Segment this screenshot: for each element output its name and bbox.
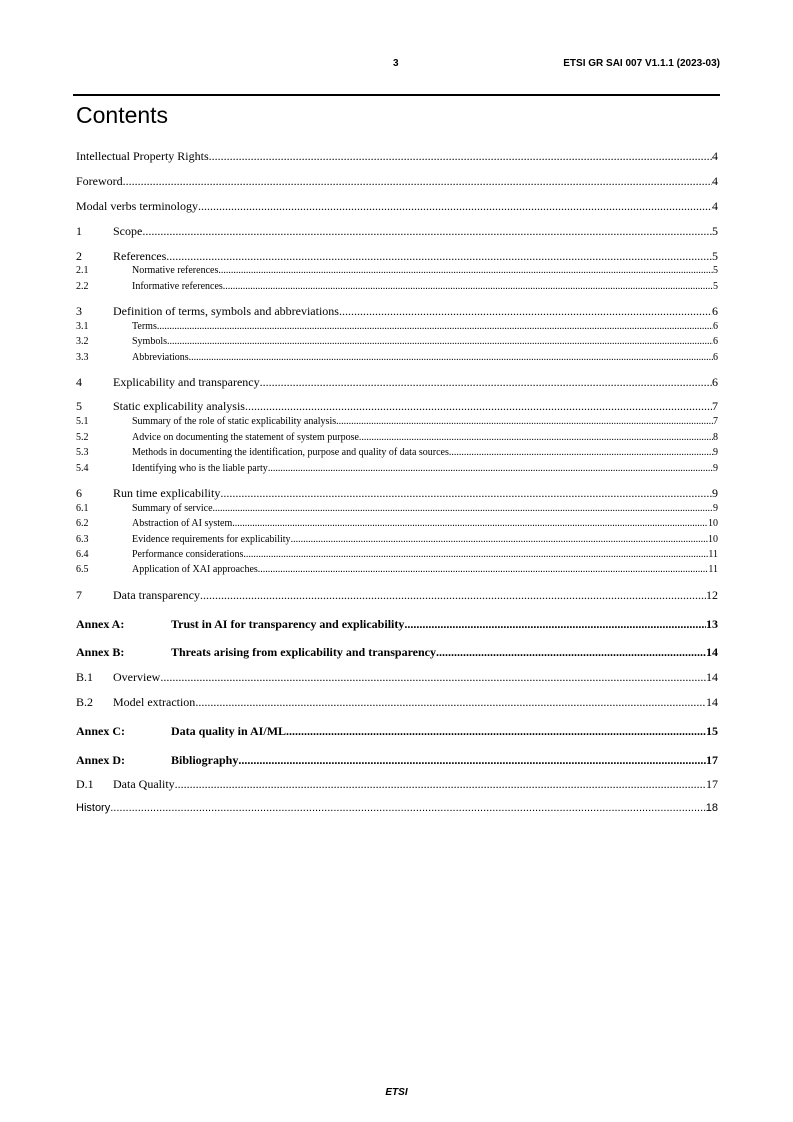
toc-entry-title: Data Quality xyxy=(113,777,175,791)
toc-entry[interactable] xyxy=(76,281,718,292)
toc-entry[interactable] xyxy=(76,564,718,575)
toc-entry-number: Annex C: xyxy=(76,724,126,738)
toc-entry-title: Explicability and transparency xyxy=(113,375,260,389)
toc-entry-page: 5 xyxy=(713,265,718,276)
toc-entry[interactable] xyxy=(76,399,718,414)
toc-entry-page: 7 xyxy=(713,416,718,427)
toc-entry-page: 6 xyxy=(712,375,718,389)
toc-entry[interactable] xyxy=(76,352,718,363)
toc-entry-number: Annex B: xyxy=(76,645,125,659)
toc-entry-title: Summary of the role of static explicability analysis xyxy=(132,416,337,427)
toc-entry-number: 3 xyxy=(76,304,82,318)
page-number: 3 xyxy=(393,58,399,69)
toc-entry-page: 6 xyxy=(713,336,718,347)
toc-entry-title: Static explicability analysis xyxy=(113,399,245,413)
toc-dot-leader xyxy=(336,416,713,427)
toc-entry[interactable] xyxy=(76,549,718,560)
toc-entry-title: Terms xyxy=(132,321,157,332)
toc-entry-page: 18 xyxy=(705,802,718,814)
toc-entry[interactable] xyxy=(76,375,718,390)
toc-entry-title: History xyxy=(76,802,111,814)
toc-dot-leader xyxy=(258,564,709,575)
toc-entry[interactable] xyxy=(76,432,718,443)
toc-entry-number: 4 xyxy=(76,375,82,389)
toc-entry-title: Definition of terms, symbols and abbreviations xyxy=(113,304,339,318)
toc-entry-page: 14 xyxy=(706,670,718,684)
toc-entry-page: 6 xyxy=(712,304,718,318)
toc-entry-page: 5 xyxy=(712,224,718,238)
toc-dot-leader xyxy=(167,336,713,347)
page-title: Contents xyxy=(76,102,169,128)
toc-entry-number: 5.4 xyxy=(76,463,89,474)
toc-entry-title: Identifying who is the liable party xyxy=(132,463,268,474)
toc-entry-number: 2.1 xyxy=(76,265,89,276)
toc-dot-leader xyxy=(209,149,712,164)
toc-entry-page: 9 xyxy=(712,486,718,500)
toc-entry-number: 6.4 xyxy=(76,549,89,560)
toc-entry-title: Modal verbs terminology xyxy=(76,199,198,213)
header-rule xyxy=(73,94,720,96)
toc-entry-title: Trust in AI for transparency and explicability xyxy=(171,617,405,631)
toc-entry-page: 9 xyxy=(713,503,718,514)
toc-entry-title: Advice on documenting the statement of system purpose xyxy=(132,432,359,443)
toc-entry[interactable] xyxy=(76,321,718,332)
toc-entry-page: 17 xyxy=(706,777,718,791)
toc-entry-title: Summary of service xyxy=(132,503,213,514)
toc-entry-title: Run time explicability xyxy=(113,486,221,500)
toc-entry-page: 11 xyxy=(708,564,718,575)
toc-entry[interactable] xyxy=(76,695,718,710)
toc-entry-title: Application of XAI approaches xyxy=(132,564,258,575)
toc-dot-leader xyxy=(200,588,706,603)
toc-entry[interactable] xyxy=(76,802,718,814)
toc-dot-leader xyxy=(110,802,706,814)
toc-entry-page: 14 xyxy=(706,645,718,659)
toc-entry-page: 9 xyxy=(713,447,718,458)
toc-dot-leader xyxy=(436,645,706,660)
page-footer: ETSI xyxy=(385,1087,408,1098)
toc-dot-leader xyxy=(157,321,713,332)
toc-entry-page: 11 xyxy=(708,549,718,560)
toc-entry-number: Annex D: xyxy=(76,753,126,767)
toc-entry-title: Methods in documenting the identification, purpose and quality of data sources xyxy=(132,447,449,458)
toc-entry[interactable] xyxy=(76,724,718,739)
toc-entry-number: 3.2 xyxy=(76,336,89,347)
toc-entry-page: 17 xyxy=(706,753,718,767)
toc-entry[interactable] xyxy=(76,416,718,427)
toc-entry-page: 15 xyxy=(706,724,718,738)
toc-entry[interactable] xyxy=(76,486,718,501)
toc-dot-leader xyxy=(142,224,712,239)
toc-entry-title: Abstraction of AI system xyxy=(132,518,233,529)
toc-entry-number: 3.3 xyxy=(76,352,89,363)
toc-dot-leader xyxy=(339,304,712,319)
toc-entry-page: 7 xyxy=(712,399,718,413)
toc-entry-number: 5 xyxy=(76,399,82,413)
toc-entry[interactable] xyxy=(76,174,718,189)
toc-entry[interactable] xyxy=(76,336,718,347)
toc-entry[interactable] xyxy=(76,645,718,660)
toc-dot-leader xyxy=(286,724,706,739)
toc-entry-page: 6 xyxy=(713,321,718,332)
toc-entry-number: 2 xyxy=(76,249,82,263)
toc-dot-leader xyxy=(175,777,706,792)
toc-entry-page: 14 xyxy=(706,695,718,709)
toc-dot-leader xyxy=(260,375,712,390)
toc-entry-title: Threats arising from explicability and transparency xyxy=(171,645,437,659)
toc-entry-title: Informative references xyxy=(132,281,223,292)
toc-dot-leader xyxy=(166,249,712,264)
toc-entry-number: 1 xyxy=(76,224,82,238)
toc-entry-number: 5.1 xyxy=(76,416,89,427)
toc-dot-leader xyxy=(223,281,713,292)
toc-entry-title: Symbols xyxy=(132,336,168,347)
toc-dot-leader xyxy=(404,617,706,632)
toc-entry-page: 12 xyxy=(706,588,718,602)
toc-dot-leader xyxy=(245,399,712,414)
toc-entry-title: Model extraction xyxy=(113,695,196,709)
toc-entry[interactable] xyxy=(76,447,718,458)
toc-entry[interactable] xyxy=(76,753,718,768)
toc-entry-number: D.1 xyxy=(76,777,94,791)
toc-entry-page: 5 xyxy=(713,281,718,292)
toc-entry[interactable] xyxy=(76,777,718,792)
toc-entry-number: B.1 xyxy=(76,670,94,684)
toc-entry-title: Data quality in AI/ML xyxy=(171,724,287,738)
toc-entry-title: References xyxy=(113,249,167,263)
toc-entry-page: 6 xyxy=(713,352,718,363)
toc-entry-page: 9 xyxy=(713,463,718,474)
toc-dot-leader xyxy=(232,518,708,529)
toc-dot-leader xyxy=(220,486,712,501)
toc-entry-title: Foreword xyxy=(76,174,123,188)
toc-entry-number: 7 xyxy=(76,588,82,602)
toc-entry-title: Bibliography xyxy=(171,753,239,767)
toc-dot-leader xyxy=(268,463,713,474)
toc-entry-page: 8 xyxy=(713,432,718,443)
toc-dot-leader xyxy=(198,199,712,214)
toc-entry[interactable] xyxy=(76,224,718,239)
toc-entry-title: Overview xyxy=(113,670,161,684)
toc-entry[interactable] xyxy=(76,617,718,632)
toc-dot-leader xyxy=(195,695,706,710)
toc-entry-page: 4 xyxy=(712,149,718,163)
toc-dot-leader xyxy=(243,549,708,560)
toc-dot-leader xyxy=(213,503,713,514)
toc-dot-leader xyxy=(189,352,713,363)
toc-entry[interactable] xyxy=(76,518,718,529)
page-header xyxy=(76,58,720,72)
toc-dot-leader xyxy=(291,534,708,545)
toc-dot-leader xyxy=(238,753,706,768)
toc-entry[interactable] xyxy=(76,265,718,276)
toc-entry-page: 5 xyxy=(712,249,718,263)
toc-entry-title: Evidence requirements for explicability xyxy=(132,534,291,545)
toc-dot-leader xyxy=(218,265,713,276)
toc-entry-title: Scope xyxy=(113,224,143,238)
toc-dot-leader xyxy=(123,174,712,189)
toc-entry[interactable] xyxy=(76,199,718,214)
toc-entry-title: Performance considerations xyxy=(132,549,244,560)
toc-entry-page: 4 xyxy=(712,199,718,213)
toc-entry-title: Abbreviations xyxy=(132,352,189,363)
toc-entry-number: 6.2 xyxy=(76,518,89,529)
toc-entry[interactable] xyxy=(76,534,718,545)
toc-entry-page: 4 xyxy=(712,174,718,188)
toc-dot-leader xyxy=(160,670,706,685)
document-id: ETSI GR SAI 007 V1.1.1 (2023-03) xyxy=(563,58,720,69)
toc-entry-number: 3.1 xyxy=(76,321,89,332)
toc-entry-number: 6 xyxy=(76,486,82,500)
toc-dot-leader xyxy=(449,447,713,458)
toc-entry-title: Normative references xyxy=(132,265,219,276)
toc-entry-number: 6.5 xyxy=(76,564,89,575)
toc-entry[interactable] xyxy=(76,304,718,319)
toc-entry-title: Intellectual Property Rights xyxy=(76,149,209,163)
toc-entry-page: 10 xyxy=(708,518,718,529)
toc-entry[interactable] xyxy=(76,503,718,514)
toc-entry-number: 6.1 xyxy=(76,503,89,514)
toc-entry[interactable] xyxy=(76,670,718,685)
toc-dot-leader xyxy=(359,432,713,443)
toc-entry[interactable] xyxy=(76,463,718,474)
toc-entry-number: 2.2 xyxy=(76,281,89,292)
toc-entry-number: 5.3 xyxy=(76,447,89,458)
toc-entry-page: 13 xyxy=(706,617,718,631)
toc-entry-number: Annex A: xyxy=(76,617,125,631)
toc-entry-title: Data transparency xyxy=(113,588,200,602)
toc-entry-number: 6.3 xyxy=(76,534,89,545)
toc-entry[interactable] xyxy=(76,249,718,264)
toc-entry[interactable] xyxy=(76,149,718,164)
toc-entry-number: 5.2 xyxy=(76,432,89,443)
toc-entry[interactable] xyxy=(76,588,718,603)
toc-entry-number: B.2 xyxy=(76,695,94,709)
toc-entry-page: 10 xyxy=(708,534,718,545)
